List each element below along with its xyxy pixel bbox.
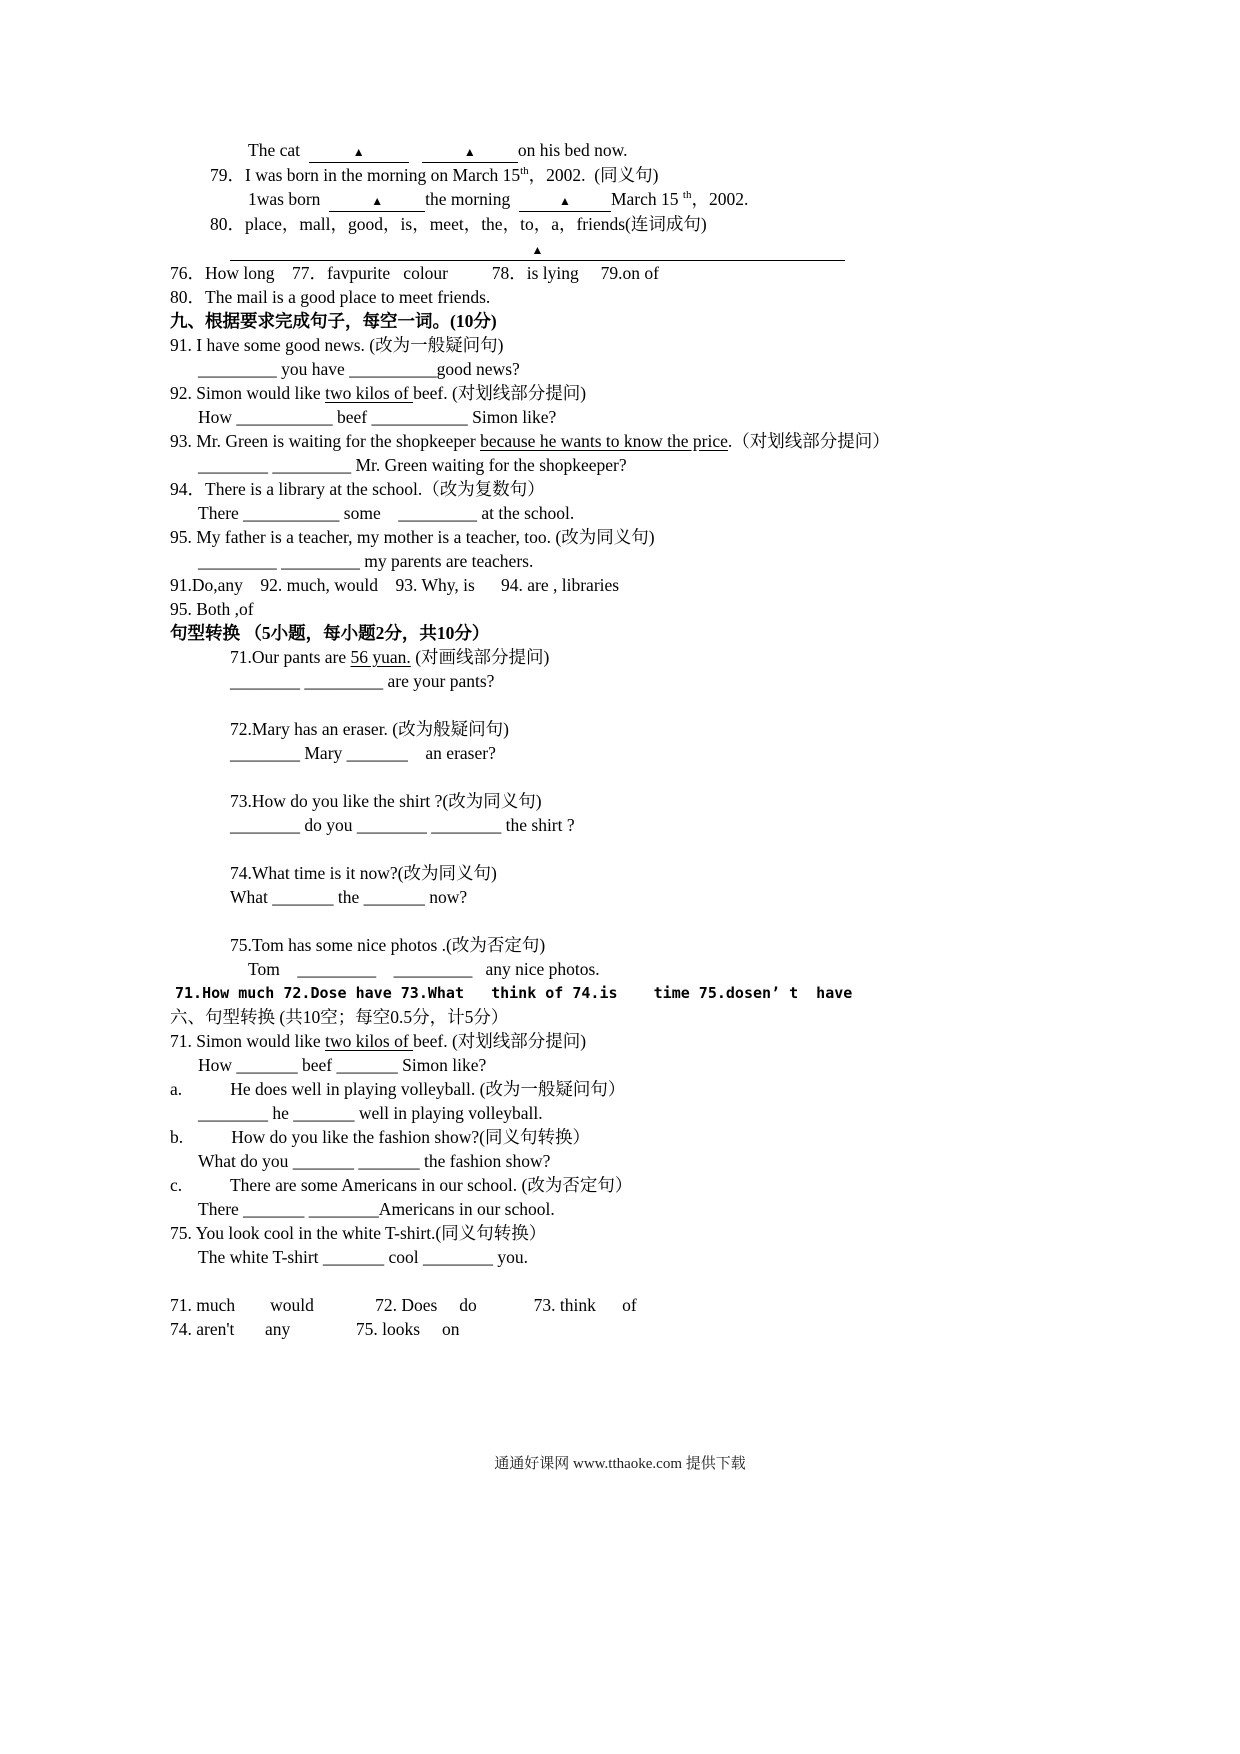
text-run: What do you _______ _______ the fashion show?: [198, 1151, 551, 1171]
text-run: ________ _________ Mr. Green waiting for the shopkeeper?: [198, 455, 627, 475]
text-line: [170, 357, 1120, 381]
document-lines: [170, 138, 1120, 1341]
text-line: [170, 621, 1120, 645]
text-line: [170, 933, 1120, 957]
text-line: [170, 477, 1120, 501]
text-line: [170, 381, 1120, 405]
text-line: [170, 909, 1120, 933]
text-line: [170, 765, 1120, 789]
text-run: b. How do you like the fashion show?(同义句转换）: [170, 1127, 590, 1147]
text-line: [170, 837, 1120, 861]
text-run: 75.Tom has some nice photos .(改为否定句): [230, 935, 546, 955]
text-line: [170, 1005, 1120, 1029]
text-line: [170, 1293, 1120, 1317]
text-line: [170, 1221, 1120, 1245]
underlined-text: 56 yuan.: [350, 647, 411, 667]
text-line: [170, 957, 1120, 981]
text-line: [170, 741, 1120, 765]
text-line: [170, 453, 1120, 477]
text-line: [170, 693, 1120, 717]
text-run: How _______ beef _______ Simon like?: [198, 1055, 487, 1075]
text-run: 73.How do you like the shirt ?(改为同义句): [230, 791, 542, 811]
text-line: [170, 1317, 1120, 1341]
text-line: [170, 789, 1120, 813]
text-line: [170, 236, 1120, 261]
text-line: [170, 573, 1120, 597]
text-line: [170, 1029, 1120, 1053]
text-line: [170, 861, 1120, 885]
text-run: 71. much would 72. Does do 73. think of: [170, 1295, 637, 1315]
text-run: th: [682, 189, 692, 202]
text-line: [170, 1197, 1120, 1221]
answer-blank: ▲: [230, 243, 845, 261]
text-line: [170, 1101, 1120, 1125]
footer-text: 通通好课网 www.tthaoke.com 提供下载: [494, 1456, 746, 1472]
text-run: 71.Our pants are: [230, 647, 351, 667]
text-line: [170, 501, 1120, 525]
text-line: [170, 187, 1120, 212]
text-run: [409, 140, 422, 160]
text-run: 75. You look cool in the white T-shirt.(同义句转换）: [170, 1223, 547, 1243]
text-run: c. There are some Americans in our school. (改为否定句）: [170, 1175, 633, 1195]
text-run: There _______ ________Americans in our school.: [198, 1199, 555, 1219]
text-line: [170, 138, 1120, 163]
text-run: 72.Mary has an eraser. (改为般疑问句): [230, 719, 509, 739]
text-line: [170, 525, 1120, 549]
text-run: 91. I have some good news. (改为一般疑问句): [170, 335, 504, 355]
text-run: 76．How long 77．favpurite colour 78．is lying 79.on of: [170, 263, 659, 283]
text-run: 95. My father is a teacher, my mother is a teacher, too. (改为同义句): [170, 527, 655, 547]
text-run: The white T-shirt _______ cool ________ you.: [198, 1247, 529, 1267]
text-run: 80．The mail is a good place to meet friends.: [170, 287, 491, 307]
text-run: the morning: [425, 189, 519, 209]
text-run: 92. Simon would like: [170, 383, 326, 403]
text-line: [170, 405, 1120, 429]
underlined-text: two kilos of: [325, 1031, 414, 1051]
text-line: [170, 1269, 1120, 1293]
text-run: ，2002. (同义句): [528, 165, 659, 185]
text-run: 79．I was born in the morning on March 15: [210, 165, 521, 185]
text-line: [170, 645, 1120, 669]
answer-blank: ▲: [422, 145, 518, 163]
text-run: a. He does well in playing volleyball. (改为一般疑问句）: [170, 1079, 626, 1099]
text-run: ，2002.: [691, 189, 749, 209]
underlined-text: two kilos of: [325, 383, 414, 403]
text-line: [170, 333, 1120, 357]
text-run: There ___________ some _________ at the school.: [198, 503, 575, 523]
text-run: 80．place，mall，good，is，meet，the，to，a，friends(连词成句): [210, 214, 707, 234]
text-run: _________ _________ my parents are teachers.: [198, 551, 534, 571]
text-line: [170, 717, 1120, 741]
text-line: [170, 1125, 1120, 1149]
text-line: [170, 669, 1120, 693]
text-run: 六、句型转换 (共10空；每空0.5分，计5分）: [170, 1007, 509, 1027]
text-line: [170, 885, 1120, 909]
text-line: [170, 1173, 1120, 1197]
text-run: .（对划线部分提问）: [727, 431, 890, 451]
text-line: [170, 285, 1120, 309]
text-line: [170, 429, 1120, 453]
text-run: ________ he _______ well in playing volleyball.: [198, 1103, 543, 1123]
text-run: 71.How much 72.Dose have 73.What think of 74.is time 75.dosen’ t have: [175, 984, 853, 1002]
answer-blank: ▲: [519, 194, 611, 212]
text-run: ________ do you ________ ________ the shirt ?: [230, 815, 575, 835]
text-line: [170, 597, 1120, 621]
text-run: _________ you have __________good news?: [198, 359, 520, 379]
text-run: ________ _________ are your pants?: [230, 671, 495, 691]
text-run: (对画线部分提问): [410, 647, 550, 667]
answer-blank: ▲: [309, 145, 409, 163]
text-run: 1was born: [248, 189, 330, 209]
text-run: What _______ the _______ now?: [230, 887, 468, 907]
text-run: 71. Simon would like: [170, 1031, 326, 1051]
text-line: [170, 163, 1120, 187]
text-line: [170, 813, 1120, 837]
text-run: 94．There is a library at the school.（改为复数句）: [170, 479, 545, 499]
text-line: [170, 212, 1120, 236]
text-line: [170, 981, 1120, 1005]
text-run: 句型转换 （5小题，每小题2分，共10分）: [170, 623, 490, 643]
underlined-text: because he wants to know the price: [480, 431, 728, 451]
text-line: [170, 261, 1120, 285]
text-line: [170, 1053, 1120, 1077]
text-line: [170, 1149, 1120, 1173]
text-run: 74.What time is it now?(改为同义句): [230, 863, 497, 883]
text-line: [170, 309, 1120, 333]
exam-page: [170, 138, 1120, 1341]
text-run: How ___________ beef ___________ Simon like?: [198, 407, 557, 427]
text-line: [170, 549, 1120, 573]
text-run: 95. Both ,of: [170, 599, 254, 619]
text-run: 74. aren't any 75. looks on: [170, 1319, 460, 1339]
text-line: [170, 1077, 1120, 1101]
text-line: [170, 1245, 1120, 1269]
text-run: Tom _________ _________ any nice photos.: [248, 959, 600, 979]
text-run: 91.Do,any 92. much, would 93. Why, is 94. are , libraries: [170, 575, 620, 595]
text-run: beef. (对划线部分提问): [413, 1031, 587, 1051]
text-run: 93. Mr. Green is waiting for the shopkeeper: [170, 431, 481, 451]
text-run: on his bed now.: [517, 140, 628, 160]
text-run: beef. (对划线部分提问): [413, 383, 587, 403]
answer-blank: ▲: [329, 194, 425, 212]
text-run: March 15: [610, 189, 683, 209]
text-run: The cat: [248, 140, 309, 160]
text-run: th: [520, 165, 529, 178]
text-run: ________ Mary _______ an eraser?: [230, 743, 496, 763]
text-run: 九、根据要求完成句子，每空一词。(10分): [170, 311, 497, 331]
